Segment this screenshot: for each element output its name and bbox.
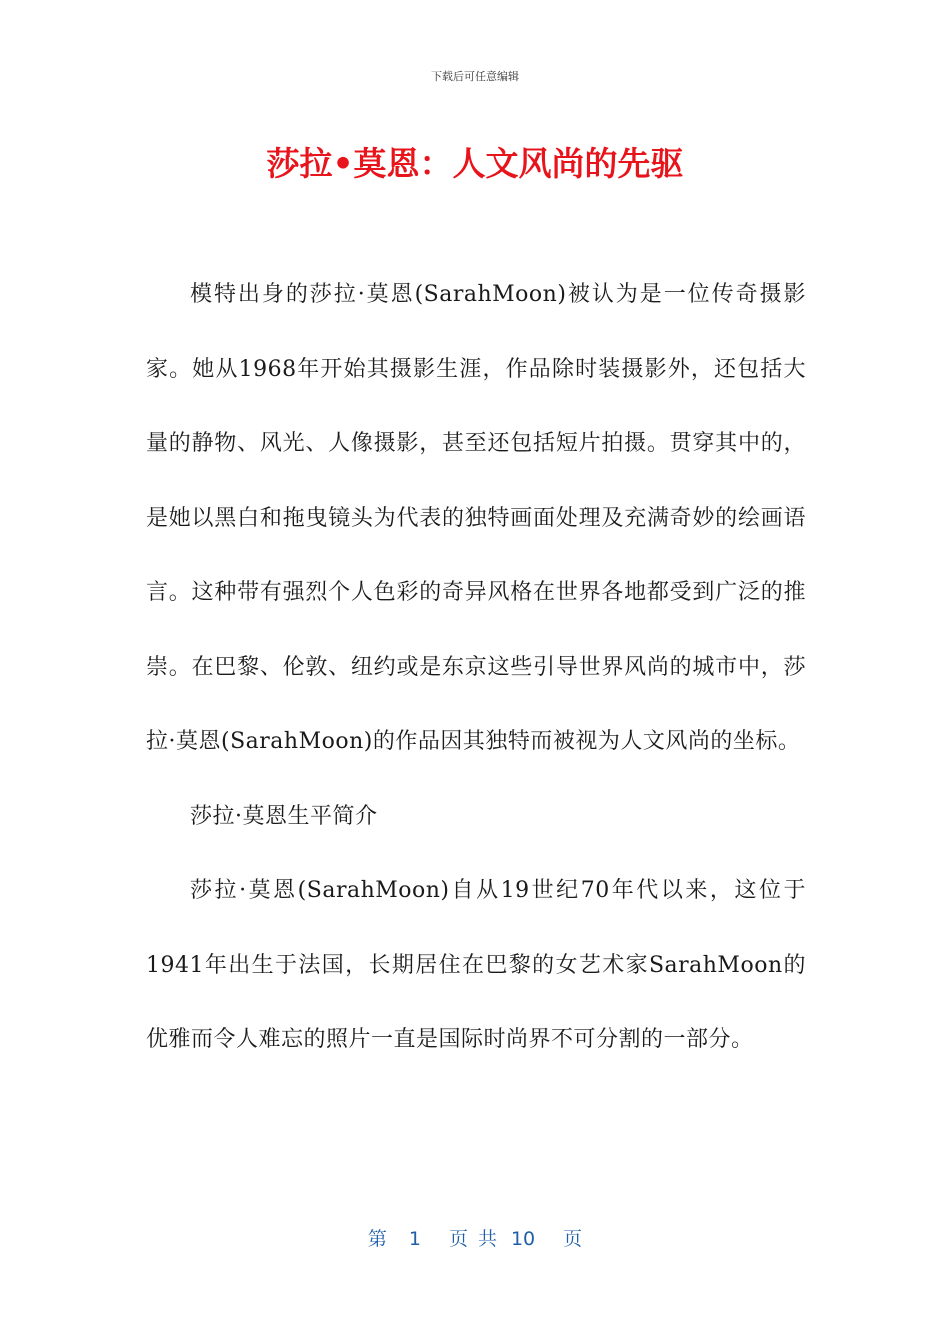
paragraph-section-heading: 莎拉·莫恩生平简介 — [190, 803, 378, 829]
footer-prefix: 第 — [367, 1228, 387, 1250]
header-note: 下载后可任意编辑 — [431, 70, 519, 83]
footer-page-word: 页 — [448, 1228, 468, 1250]
page-footer — [0, 1224, 950, 1251]
document-title: 莎拉•莫恩：人文风尚的先驱 — [266, 144, 684, 183]
footer-suffix: 页 — [563, 1228, 583, 1250]
footer-page-number: 1 — [408, 1228, 421, 1250]
paragraph-intro: 模特出身的莎拉·莫恩(SarahMoon)被认为是一位传奇摄影家。她从1968年开始其摄影生涯，作品除时装摄影外，还包括大量的静物、风光、人像摄影，甚至还包括短片拍摄。贯穿其中的，是她以黑白和拖曳镜头为代表的独特画面处理及充满奇妙的绘画语言。这种带有强烈个人色彩的奇异风格在世界各地都受到广泛的推崇。在巴黎、伦敦、纽约或是东京这些引导世界风尚的城市中，莎拉·莫恩(SarahMoon)的作品因其独特而被视为人文风尚的坐标。 — [146, 282, 806, 754]
document-body — [146, 258, 806, 1078]
footer-total-prefix: 共 — [477, 1228, 497, 1250]
paragraph-biography: 莎拉·莫恩(SarahMoon)自从19世纪70年代以来，这位于1941年出生于法国，长期居住在巴黎的女艺术家SarahMoon的优雅而令人难忘的照片一直是国际时尚界不可分割的一部分。 — [146, 878, 806, 1052]
footer-total-pages: 10 — [510, 1228, 536, 1250]
